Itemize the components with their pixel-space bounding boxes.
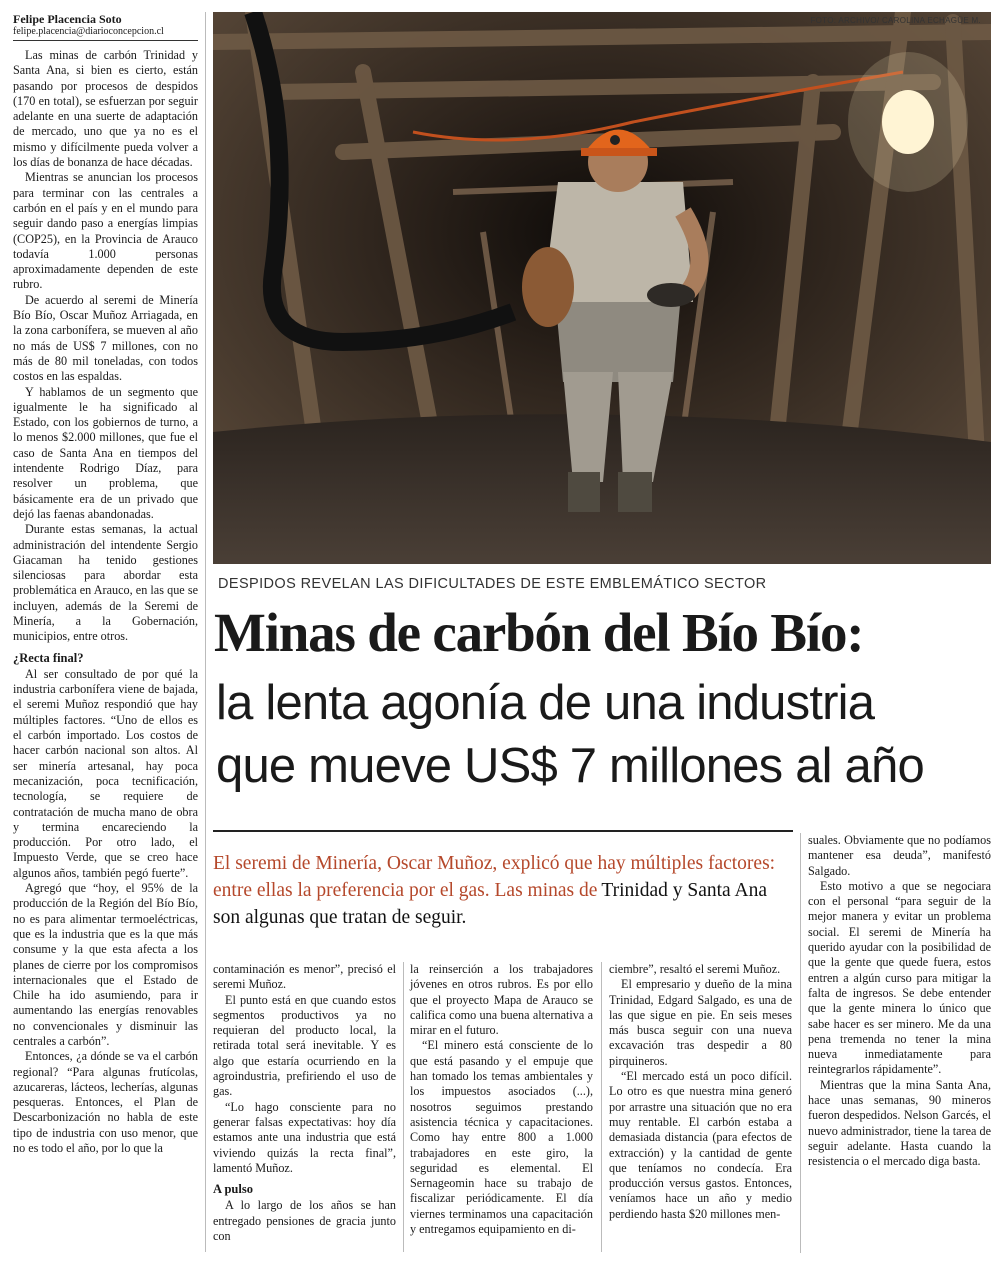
paragraph: Al ser consultado de por qué la industria carbonífera viene de bajada, el seremi Muñoz respondió que hay múltiples factores. “Uno de ellos es el carbón importado. Los costos de hacer carbón nacional son altos. Al ser minería artesanal, hay poca mecanización, poca tecnificación, tecnología, se requiere de contratación de mucha mano de obra y termina encareciendo la producción. Por otro lado, el Impuesto Verde, que se creo hace algunos años, también pegó fuerte”. (13, 666, 198, 880)
byline-name: Felipe Placencia Soto (13, 12, 122, 26)
column-rule (601, 962, 602, 1252)
paragraph: contaminación es menor”, precisó el seremi Muñoz. (213, 962, 396, 992)
paragraph: la reinserción a los trabajadores jóvenes en otros rubros. Es por ello que el proyecto Mapa de Arauco se califica como una buena alternativa a mirar en el futuro. (410, 962, 593, 1038)
column-5 (808, 833, 991, 1170)
paragraph: “Lo hago consciente para no generar falsas expectativas: hoy día estamos ante una industria que está viviendo quizás la recta final”, lamentó Muñoz. (213, 1099, 396, 1175)
headline-main: Minas de carbón del Bío Bío: (214, 602, 864, 663)
paragraph: “El mercado está un poco difícil. Lo otro es que nuestra mina generó por arrastre una situación que no era muy rentable. El carbón estaba a demasiada distancia (para efectos de extracción) y la cantidad de gente que teníamos no condecía. Era producción versus gastos. Entonces, veníamos hace un año y medio perdiendo hasta $20 millones men- (609, 1069, 792, 1221)
column-3 (410, 962, 593, 1237)
deck (213, 830, 793, 931)
paragraph: suales. Obviamente que no podíamos mantener esa deuda”, manifestó Salgado. (808, 833, 991, 878)
subhead: ¿Recta final? (13, 650, 84, 665)
byline-divider (13, 40, 198, 41)
left-column (13, 12, 198, 1156)
paragraph: El empresario y dueño de la mina Trinidad, Edgard Salgado, es una de las que sigue en pie. En seis meses más busca seguir con una nueva excavación tras despedir a 80 pirquineros. (609, 977, 792, 1068)
paragraph: El punto está en que cuando estos segmentos productivos ya no requieran del producto local, la retirada total será inevitable. Y es algo que estaría ocurriendo en la agroindustria, prefiriendo el uso de gas. (213, 992, 396, 1099)
paragraph: “El minero está consciente de lo que está pasando y el empuje que han tomado los temas ambientales y los impuestos asociados (...), nosotros seguimos prestando asistencia técnica y capacitaciones. Como hay entre 800 a 1.000 trabajadores en este giro, la seguridad es elemental. El Sernageomin hace su trabajo de fiscalizar periódicamente. El día viernes terminamos una capacitación y entregamos equipamiento en di- (410, 1038, 593, 1237)
paragraph: Durante estas semanas, la actual administración del intendente Sergio Giacaman ha tenido gestiones silenciosas para abordar esta problemática en Arauco, en las que se incluyen, además de la Seremi de Minería, a la Gobernación, municipios, entre otros. (13, 522, 198, 644)
paragraph: A lo largo de los años se han entregado pensiones de gracia junto con (213, 1198, 396, 1244)
mine-tunnel-photo (213, 12, 991, 564)
paragraph: Mientras se anuncian los procesos para terminar con las centrales a carbón en el país y en el mundo para seguir dando paso a energías limpias (COP25), en la Provincia de Arauco todavía 1.000 personas aproximadamente dependen de este rubro. (13, 170, 198, 292)
photo-credit: FOTO: ARCHIVO/ CAROLINA ECHAGÜE M. (810, 16, 981, 25)
column-2 (213, 962, 396, 1244)
byline-email: felipe.placencia@diarioconcepcion.cl (13, 26, 164, 37)
column-rule (800, 833, 801, 1253)
paragraph: De acuerdo al seremi de Minería Bío Bío, Oscar Muñoz Arriagada, en la zona carbonífera, se mueven al año no más de US$ 7 millones, con no más de 80 mil toneladas, con todos costos en las espaldas. (13, 292, 198, 384)
paragraph: Esto motivo a que se negociara con el personal “para seguir de la mejor manera y evitar un problema social. El seremi de Minería ha querido ayudar con la posibilidad de que la gente que quede fuera, estos entren a algún curso para mitigar la falta de ingresos. Se debe entender que la gente minera lo único que sabe hacer es ser minero. Me da una pena tremenda no tener la mina nueva inmediatamente para reintegrarlos rápidamente”. (808, 878, 991, 1077)
deck-text: Trinidad y Santa Ana son algunas que tratan de seguir. (213, 880, 767, 928)
miner-illustration (213, 12, 991, 564)
headline-line-2: la lenta agonía de una industria (216, 676, 875, 730)
paragraph: ciembre”, resaltó el seremi Muñoz. (609, 962, 781, 976)
paragraph: Y hablamos de un segmento que igualmente le ha significado al Estado, con los gobiernos de turno, a lo menos $2.000 millones, que fue el caso de Santa Ana en tiempos del intendente Rodrigo Díaz, para resolver un problema, que básicamente era de un privado que dejó las faenas abandonadas. (13, 384, 198, 521)
column-rule (205, 12, 206, 1252)
paragraph: Agregó que “hoy, el 95% de la producción de la Región del Bío Bío, no es para alimentar termoeléctricas, que es la industria que es la que más consume y la que esta afecta a los planes de cierre por los compromisos internacionales que el Estado de Chile ha ido asumiendo, para ir aumentando las energías renovables no convencionales y disminuir las centrales a carbón”. (13, 881, 198, 1048)
kicker: DESPIDOS REVELAN LAS DIFICULTADES DE ESTE EMBLEMÁTICO SECTOR (218, 576, 767, 592)
paragraph: Las minas de carbón Trinidad y Santa Ana, si bien es cierto, están pasando por procesos de despidos (170 en total), se esfuerzan por seguir adelante en una suerte de adaptación de mercado, uno que ya no es el mismo y difícilmente pueda volver a los días de bonanza de hace décadas. (13, 48, 198, 170)
column-rule (403, 962, 404, 1252)
subhead: A pulso (213, 1182, 253, 1197)
paragraph: Entonces, ¿a dónde se va el carbón regional? “Para algunas frutícolas, azucareras, lácteos, lecherías, algunas pesqueras. Entonces, el Plan de Descarbonización no habla de este tipo de industria con uso menor, que no es todo el año, por lo que la (13, 1049, 198, 1156)
deck-highlight: El seremi de Minería, Oscar Muñoz, explicó que hay múltiples factores: entre ellas la preferencia por el gas. Las minas de (213, 853, 776, 901)
column-4 (609, 962, 792, 1222)
headline-line-3: que mueve US$ 7 millones al año (216, 739, 924, 793)
paragraph: Mientras que la mina Santa Ana, hace unas semanas, 90 mineros fueron despedidos. Nelson Garcés, el nuevo administrador, tiene la tarea de seguir adelante. Hasta cuando la resistencia o el mercado diga basta. (808, 1077, 991, 1169)
